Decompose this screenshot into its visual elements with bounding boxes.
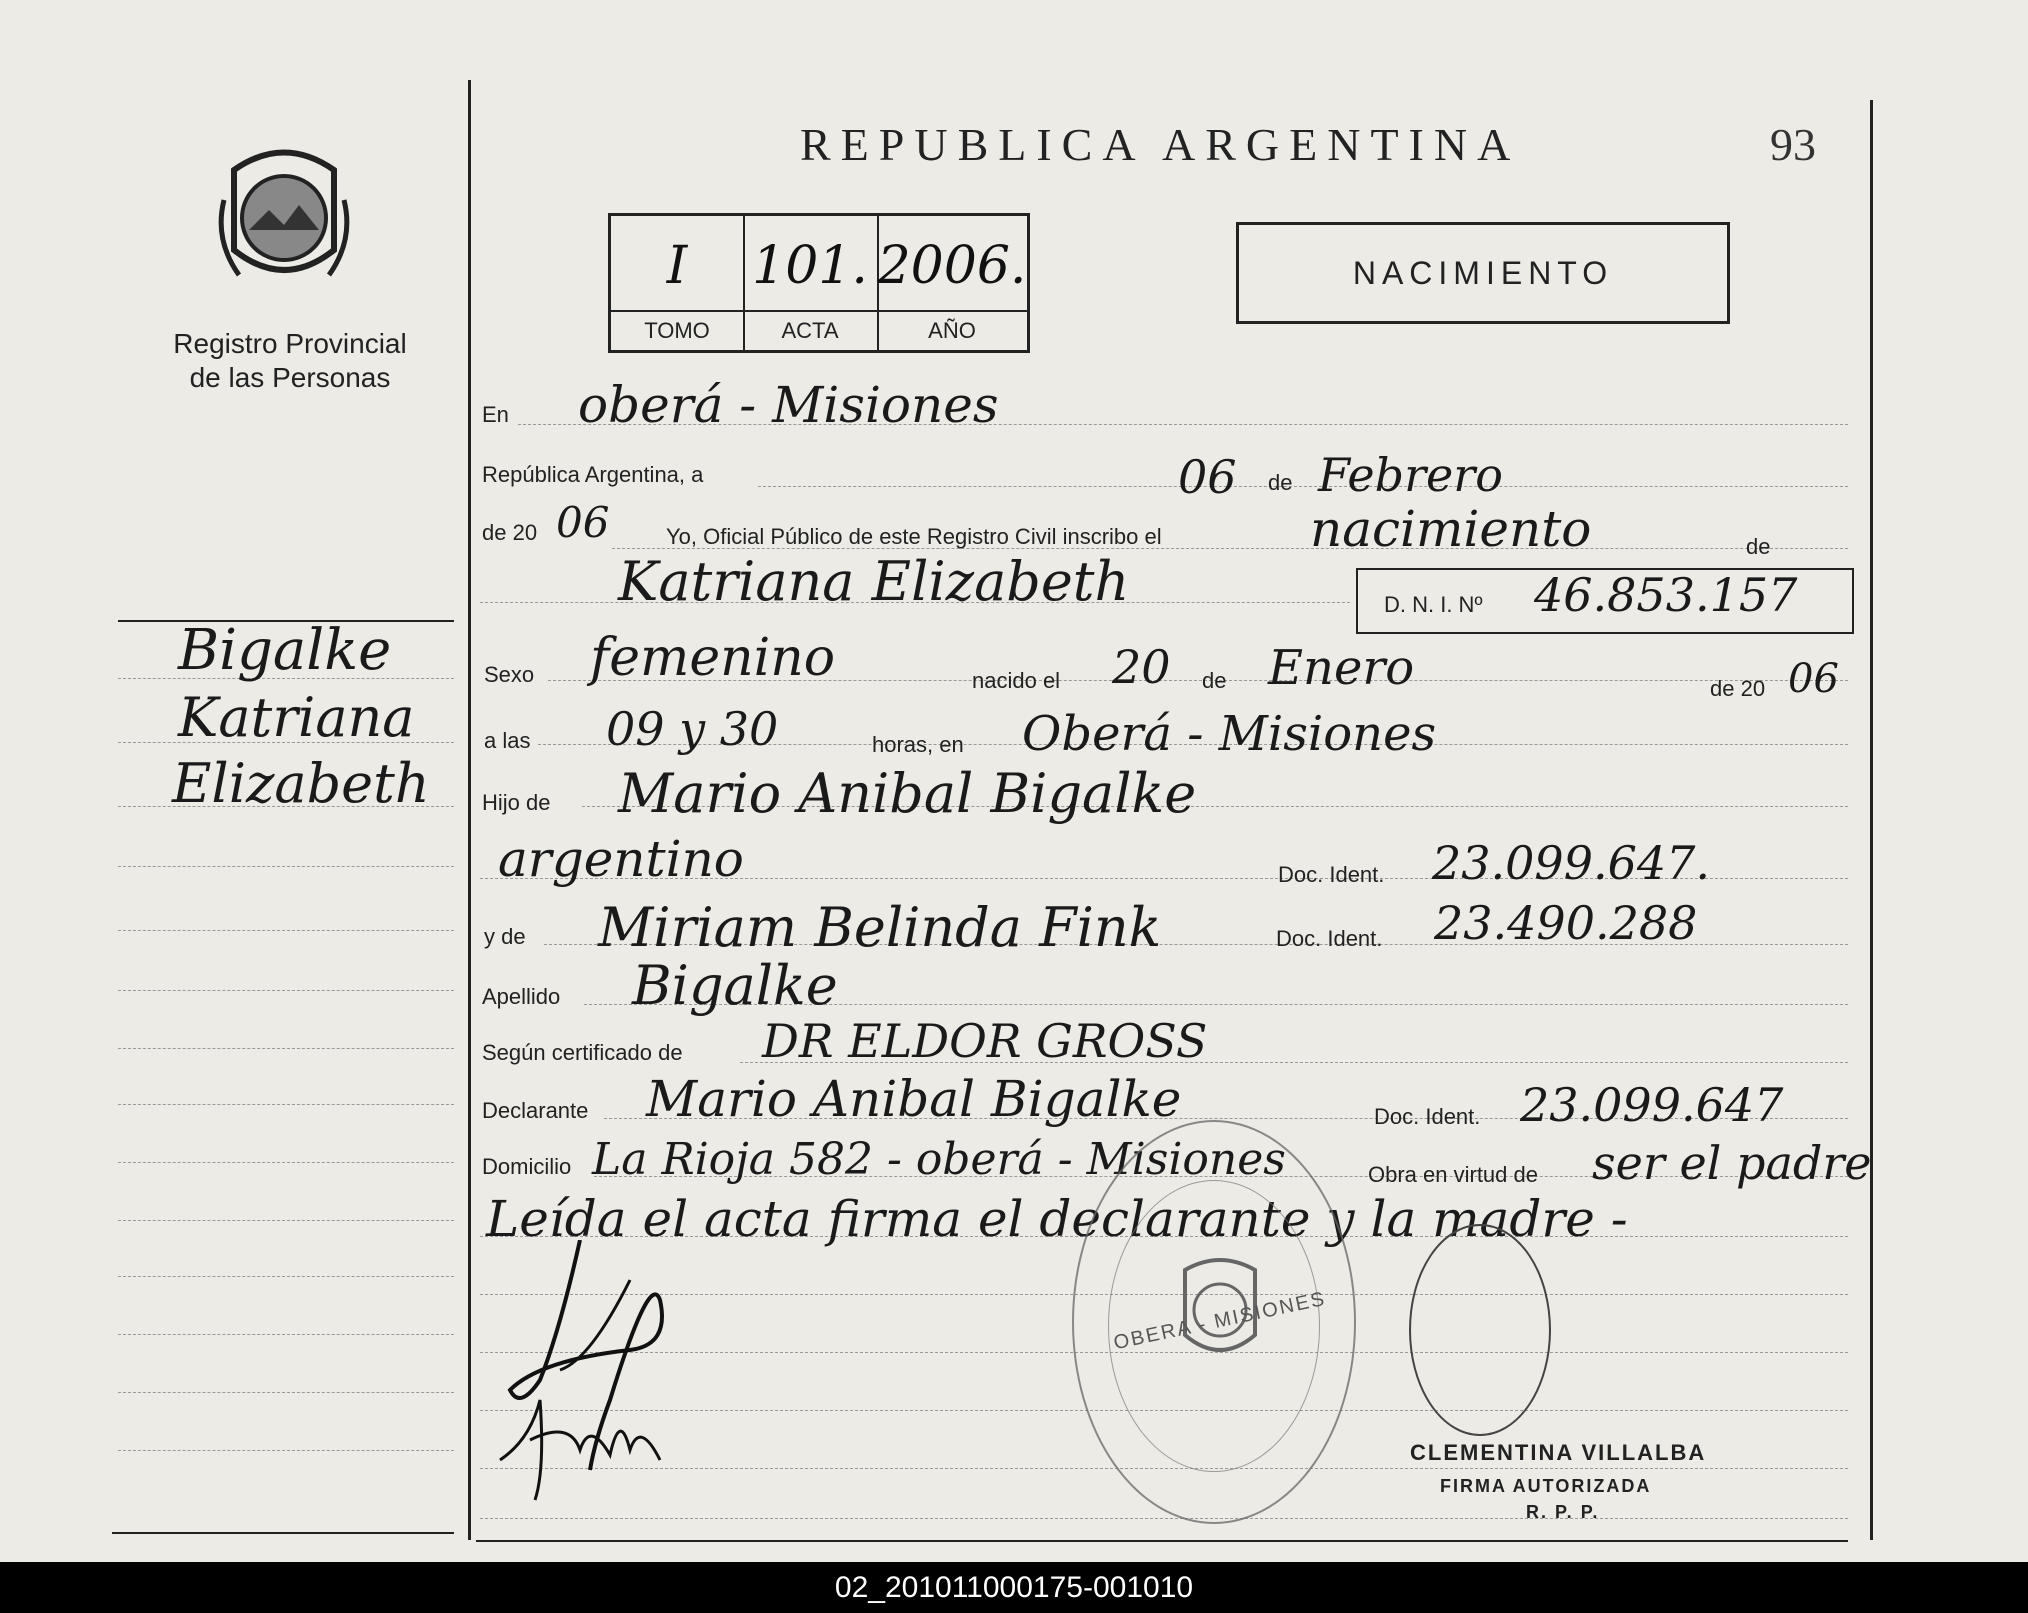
record-capacity: ser el padre [1592, 1136, 1872, 1190]
record-sex: femenino [590, 628, 836, 688]
acta-value: 101. [752, 236, 868, 296]
label-domicilio: Domicilio [482, 1154, 572, 1179]
margin-line [118, 1220, 454, 1221]
margin-line [118, 1104, 454, 1105]
record-day: 06 [1178, 450, 1237, 504]
margin-line [118, 990, 454, 991]
record-birth-day: 20 [1112, 640, 1171, 694]
mother-signature [490, 1380, 690, 1510]
margin-line [118, 1162, 454, 1163]
record-mother-doc: 23.490.288 [1434, 896, 1698, 950]
margin-note-surname: Bigalke [178, 618, 392, 683]
label-hijo-de: Hijo de [482, 790, 551, 815]
record-father-nationality: argentino [498, 830, 744, 888]
reference-box [608, 213, 1030, 353]
record-month: Febrero [1318, 448, 1503, 502]
record-birth-year-suffix: 06 [1788, 656, 1839, 702]
record-surname: Bigalke [632, 954, 838, 1017]
official-title: FIRMA AUTORIZADA [1440, 1476, 1652, 1496]
label-doc-ident-mother: Doc. Ident. [1276, 926, 1383, 951]
tomo-label: TOMO [611, 310, 743, 350]
record-closing: Leída el acta firma el declarante y la madre - [486, 1190, 1628, 1248]
acta-label: ACTA [743, 310, 877, 350]
record-mother: Miriam Belinda Fink [598, 896, 1162, 959]
label-yo-oficial: Yo, Oficial Público de este Registro Civil inscribo el [666, 524, 1162, 549]
registry-name-line2: de las Personas [189, 362, 391, 393]
margin-line [118, 1334, 454, 1335]
label-doc-ident-father: Doc. Ident. [1278, 862, 1385, 887]
margin-line [118, 1048, 454, 1049]
tomo-cell [611, 216, 745, 350]
label-nacido-el: nacido el [972, 668, 1061, 693]
record-birth-place: Oberá - Misiones [1022, 706, 1437, 762]
official-signature [1380, 1200, 1580, 1440]
record-father-doc: 23.099.647. [1432, 836, 1710, 890]
label-de: de [1268, 470, 1293, 495]
registry-name-line1: Registro Provincial [173, 328, 407, 359]
label-republica: República Argentina, a [482, 462, 704, 487]
label-doc-ident-declarant: Doc. Ident. [1374, 1104, 1481, 1129]
record-declarant-doc: 23.099.647 [1520, 1078, 1784, 1132]
margin-line [118, 866, 454, 867]
label-horas-en: horas, en [872, 732, 964, 757]
record-birth-time: 09 y 30 [606, 702, 779, 756]
margin-line [118, 1276, 454, 1277]
label-de-20-birth: de 20 [1710, 676, 1766, 701]
form-bottom-rule [476, 1540, 1848, 1542]
anio-label: AÑO [877, 310, 1027, 350]
record-birth-month: Enero [1268, 640, 1415, 696]
margin-line [118, 1392, 454, 1393]
record-dni: 46.853.157 [1534, 568, 1798, 622]
label-declarante: Declarante [482, 1098, 589, 1123]
stamp-text: OBERA - MISIONES [1111, 1287, 1329, 1355]
record-child-names: Katriana Elizabeth [618, 550, 1130, 613]
left-margin-rule [468, 80, 471, 1540]
acta-cell [743, 216, 879, 350]
label-de-right: de [1746, 534, 1771, 559]
record-father: Mario Anibal Bigalke [618, 762, 1197, 825]
record-address: La Rioja 582 - oberá - Misiones [592, 1134, 1286, 1185]
record-certificate-by: DR ELDOR GROSS [762, 1014, 1208, 1068]
label-apellido: Apellido [482, 984, 561, 1009]
label-obra-en-virtud: Obra en virtud de [1368, 1162, 1538, 1187]
anio-value: 2006. [877, 236, 1027, 296]
label-dni: D. N. I. Nº [1384, 592, 1483, 617]
label-a-las: a las [484, 728, 531, 753]
label-de-month: de [1202, 668, 1227, 693]
label-y-de: y de [484, 924, 526, 949]
scan-caption: 02_201011000175-001010 [834, 1571, 1194, 1604]
provincial-seal-icon [214, 140, 354, 295]
tomo-value: I [666, 236, 688, 296]
label-de-20: de 20 [482, 520, 538, 545]
label-en: En [482, 402, 509, 427]
anio-cell [877, 216, 1027, 350]
form-line [758, 486, 1848, 487]
record-act-kind: nacimiento [1310, 500, 1592, 558]
margin-bottom-rule [112, 1532, 454, 1534]
margin-line [118, 1450, 454, 1451]
margin-line [118, 930, 454, 931]
page-number: 93 [1770, 119, 1816, 170]
record-declarant: Mario Anibal Bigalke [646, 1070, 1182, 1128]
record-year-suffix: 06 [556, 498, 610, 547]
record-place: oberá - Misiones [578, 376, 999, 434]
right-margin-rule [1870, 100, 1873, 1540]
form-line [480, 1518, 1848, 1519]
official-initials: R. P. P. [1526, 1502, 1600, 1522]
official-name: CLEMENTINA VILLALBA [1410, 1440, 1707, 1465]
label-sexo: Sexo [484, 662, 535, 687]
label-segun-certificado: Según certificado de [482, 1040, 683, 1065]
page-title: REPUBLICA ARGENTINA [800, 119, 1521, 170]
margin-note-name2: Elizabeth [172, 752, 430, 815]
margin-note-name1: Katriana [178, 686, 415, 749]
document-type-box: NACIMIENTO [1236, 222, 1730, 324]
